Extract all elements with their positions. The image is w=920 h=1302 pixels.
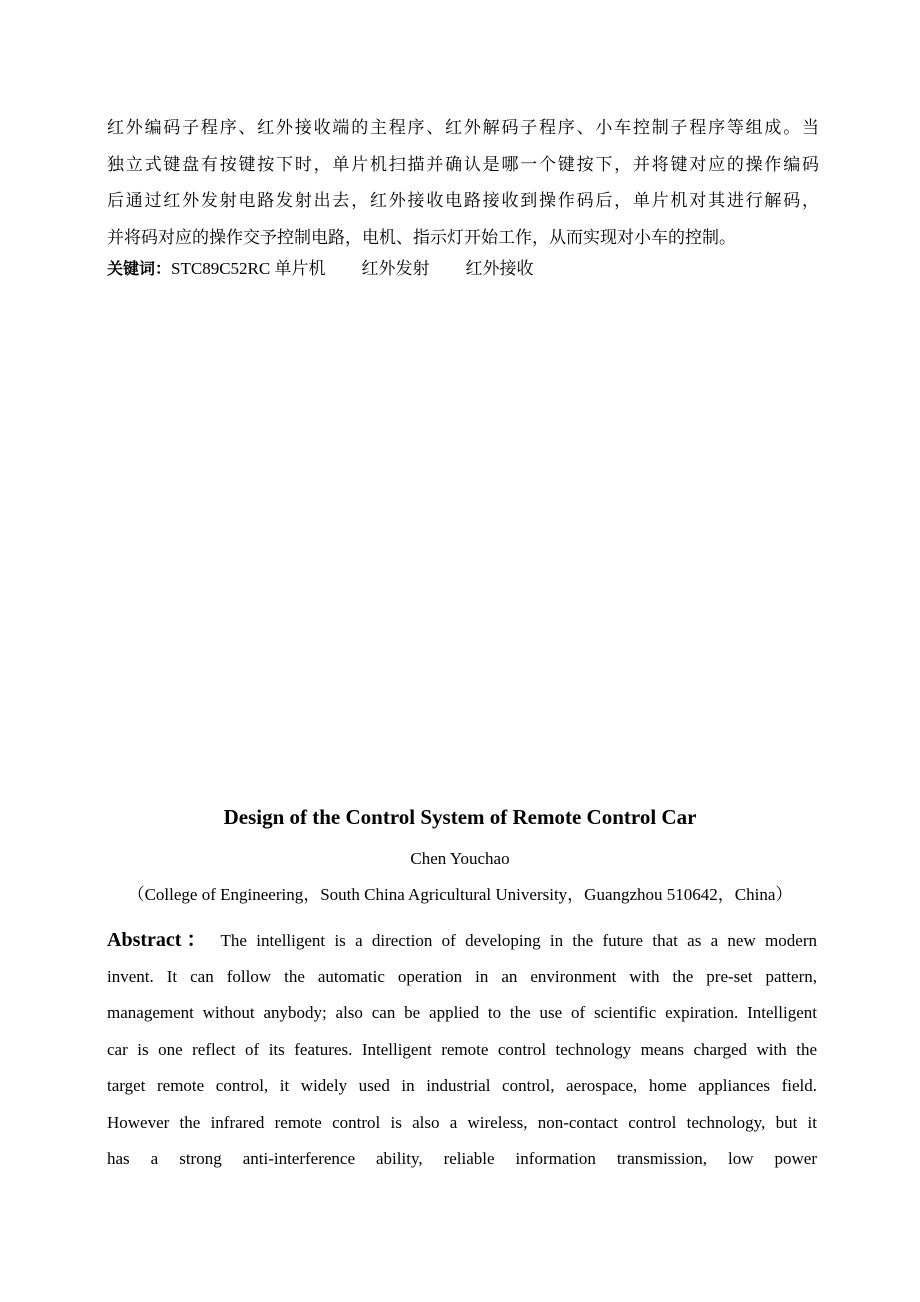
chinese-abstract-paragraph [107, 110, 819, 256]
abstract-label: Abstract： [107, 929, 212, 951]
keyword-item: 红外接收 [465, 259, 534, 278]
author-name: Chen Youchao [410, 849, 510, 868]
english-abstract-paragraph [107, 922, 817, 1178]
english-abstract-line: management without anybody; also can be applied to the use of scientific expiration. Intelligent [107, 1003, 817, 1022]
author-affiliation: （College of Engineering，South China Agricultural University，Guangzhou 510642，China） [127, 885, 793, 904]
keyword-item: STC89C52RC 单片机 [171, 259, 326, 278]
keywords-label: 关键词： [107, 259, 172, 278]
english-title: Design of the Control System of Remote Control Car [223, 805, 697, 829]
english-abstract-line [107, 922, 817, 959]
abstract-text: The intelligent is a direction of developing in the future that as a new modern [220, 931, 817, 950]
chinese-abstract-line: 后通过红外发射电路发射出去，红外接收电路接收到操作码后，单片机对其进行解码， [107, 191, 819, 210]
chinese-abstract-line: 独立式键盘有按键按下时，单片机扫描并确认是哪一个键按下，并将键对应的操作编码 [107, 154, 819, 174]
english-abstract-line: car is one reflect of its features. Intelligent remote control technology means charged with the [107, 1039, 817, 1059]
keywords-line [107, 254, 533, 284]
english-abstract-line: invent. It can follow the automatic operation in an environment with the pre-set pattern, [107, 966, 817, 986]
chinese-abstract-line: 红外编码子程序、红外接收端的主程序、红外解码子程序、小车控制子程序等组成。当 [107, 118, 819, 137]
english-abstract-line: target remote control, it widely used in industrial control, aerospace, home appliances field. [107, 1076, 817, 1095]
english-abstract-line: has a strong anti-interference ability, reliable information transmission, low power [107, 1149, 817, 1168]
chinese-abstract-line: 并将码对应的操作交予控制电路，电机、指示灯开始工作，从而实现对小车的控制。 [107, 227, 736, 247]
english-abstract-line: However the infrared remote control is also a wireless, non-contact control technology, but it [107, 1112, 817, 1132]
keyword-item: 红外发射 [361, 259, 430, 278]
